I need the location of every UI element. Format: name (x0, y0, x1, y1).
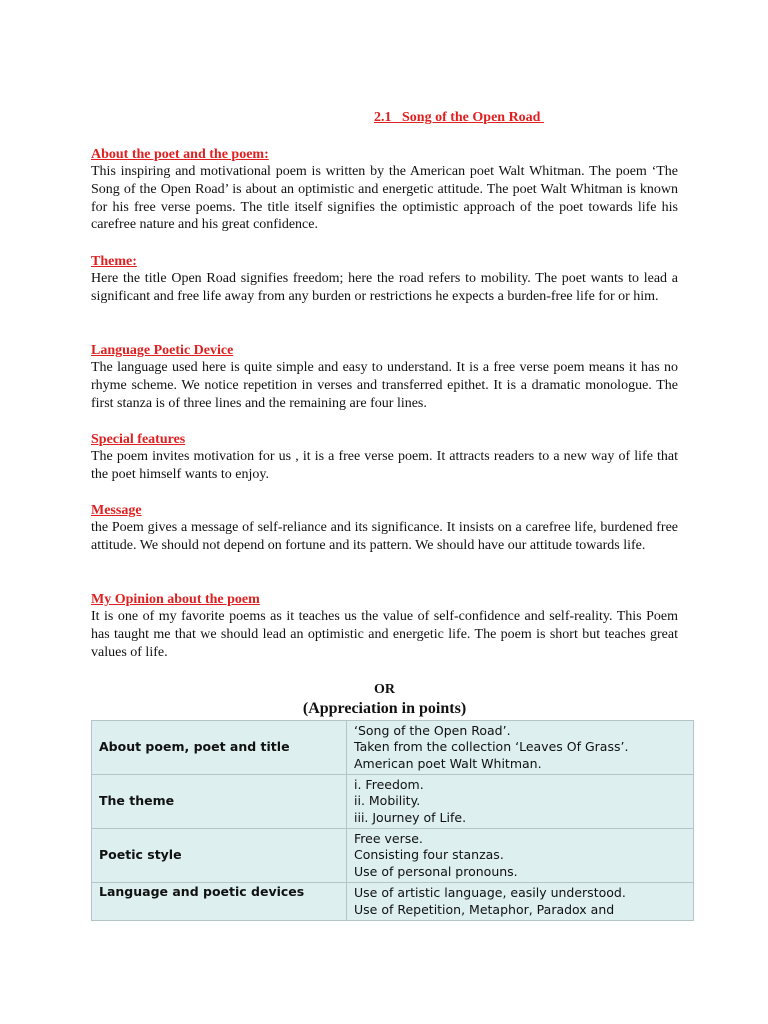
row-key: About poem, poet and title (92, 721, 347, 775)
title-text: Song of the Open Road (402, 110, 541, 125)
section-heading: Message (91, 503, 142, 518)
row-value-line: Use of artistic language, easily understood. (354, 885, 626, 900)
section-text: The language used here is quite simple and easy to understand. It is a free verse poem means it has no rhyme scheme. We notice repetition in verses and transferred epithet. It is a dramatic monologue. The first stanza is of three lines and the remaining are four lines. (91, 360, 678, 411)
section-text: This inspiring and motivational poem is written by the American poet Walt Whitman. The poem ‘The Song of the Open Road’ is about an optimistic and energetic attitude. The poet Walt Whitman is known for his free verse poems. The title itself signifies the optimistic approach of the poet towards life his carefree nature and his great confidence. (91, 164, 678, 233)
row-value-line: Free verse. (354, 830, 423, 846)
table-row (92, 775, 694, 829)
row-value-line: ‘Song of the Open Road’. (354, 722, 511, 738)
row-value-line: iii. Journey of Life. (354, 809, 467, 825)
section-opinion (91, 591, 678, 661)
section-heading: About the poet and the poem: (91, 147, 269, 162)
section-about (91, 146, 678, 234)
section-message (91, 502, 678, 555)
section-special-features (91, 431, 678, 484)
row-value (347, 721, 694, 775)
section-text: It is one of my favorite poems as it teaches us the value of self-confidence and self-reality. This Poem has taught me that we should lead an optimistic and energetic life. The poem is short but teaches great values of life. (91, 609, 678, 660)
page-title (374, 110, 544, 126)
row-value (347, 883, 694, 921)
section-language (91, 342, 678, 412)
table-row (92, 883, 694, 921)
row-value-line: American poet Walt Whitman. (354, 755, 542, 771)
section-theme (91, 253, 678, 306)
row-key: The theme (92, 775, 347, 829)
title-number: 2.1 (374, 110, 392, 125)
section-heading: My Opinion about the poem (91, 592, 260, 607)
section-heading: Theme: (91, 254, 137, 269)
row-value-line: Consisting four stanzas. (354, 847, 504, 863)
section-heading: Special features (91, 432, 186, 447)
section-text: Here the title Open Road signifies freedom; here the road refers to mobility. The poet wants to lead a significant and free life away from any burden or restrictions he expects a burden-free life for or him. (91, 271, 678, 304)
section-text: the Poem gives a message of self-reliance and its significance. It insists on a carefree life, burdened free attitude. We should not depend on fortune and its pattern. We should have our attitude towards life. (91, 520, 678, 553)
row-key: Language and poetic devices (92, 883, 347, 921)
table-row (92, 829, 694, 883)
table-row (92, 721, 694, 775)
section-heading: Language Poetic Device (91, 343, 234, 358)
row-value-line: i. Freedom. (354, 776, 424, 792)
appreciation-table (91, 720, 694, 921)
row-value-line: Use of Repetition, Metaphor, Paradox and (354, 901, 615, 917)
row-value (347, 775, 694, 829)
row-value (347, 829, 694, 883)
row-value-line: Use of personal pronouns. (354, 863, 518, 879)
row-value-line: ii. Mobility. (354, 793, 421, 809)
row-key: Poetic style (92, 829, 347, 883)
or-label: OR (374, 682, 395, 697)
row-value-line: Taken from the collection ‘Leaves Of Grass’. (354, 739, 629, 755)
section-text: The poem invites motivation for us , it is a free verse poem. It attracts readers to a new way of life that the poet himself wants to enjoy. (91, 449, 678, 482)
appreciation-heading: (Appreciation in points) (302, 700, 467, 717)
